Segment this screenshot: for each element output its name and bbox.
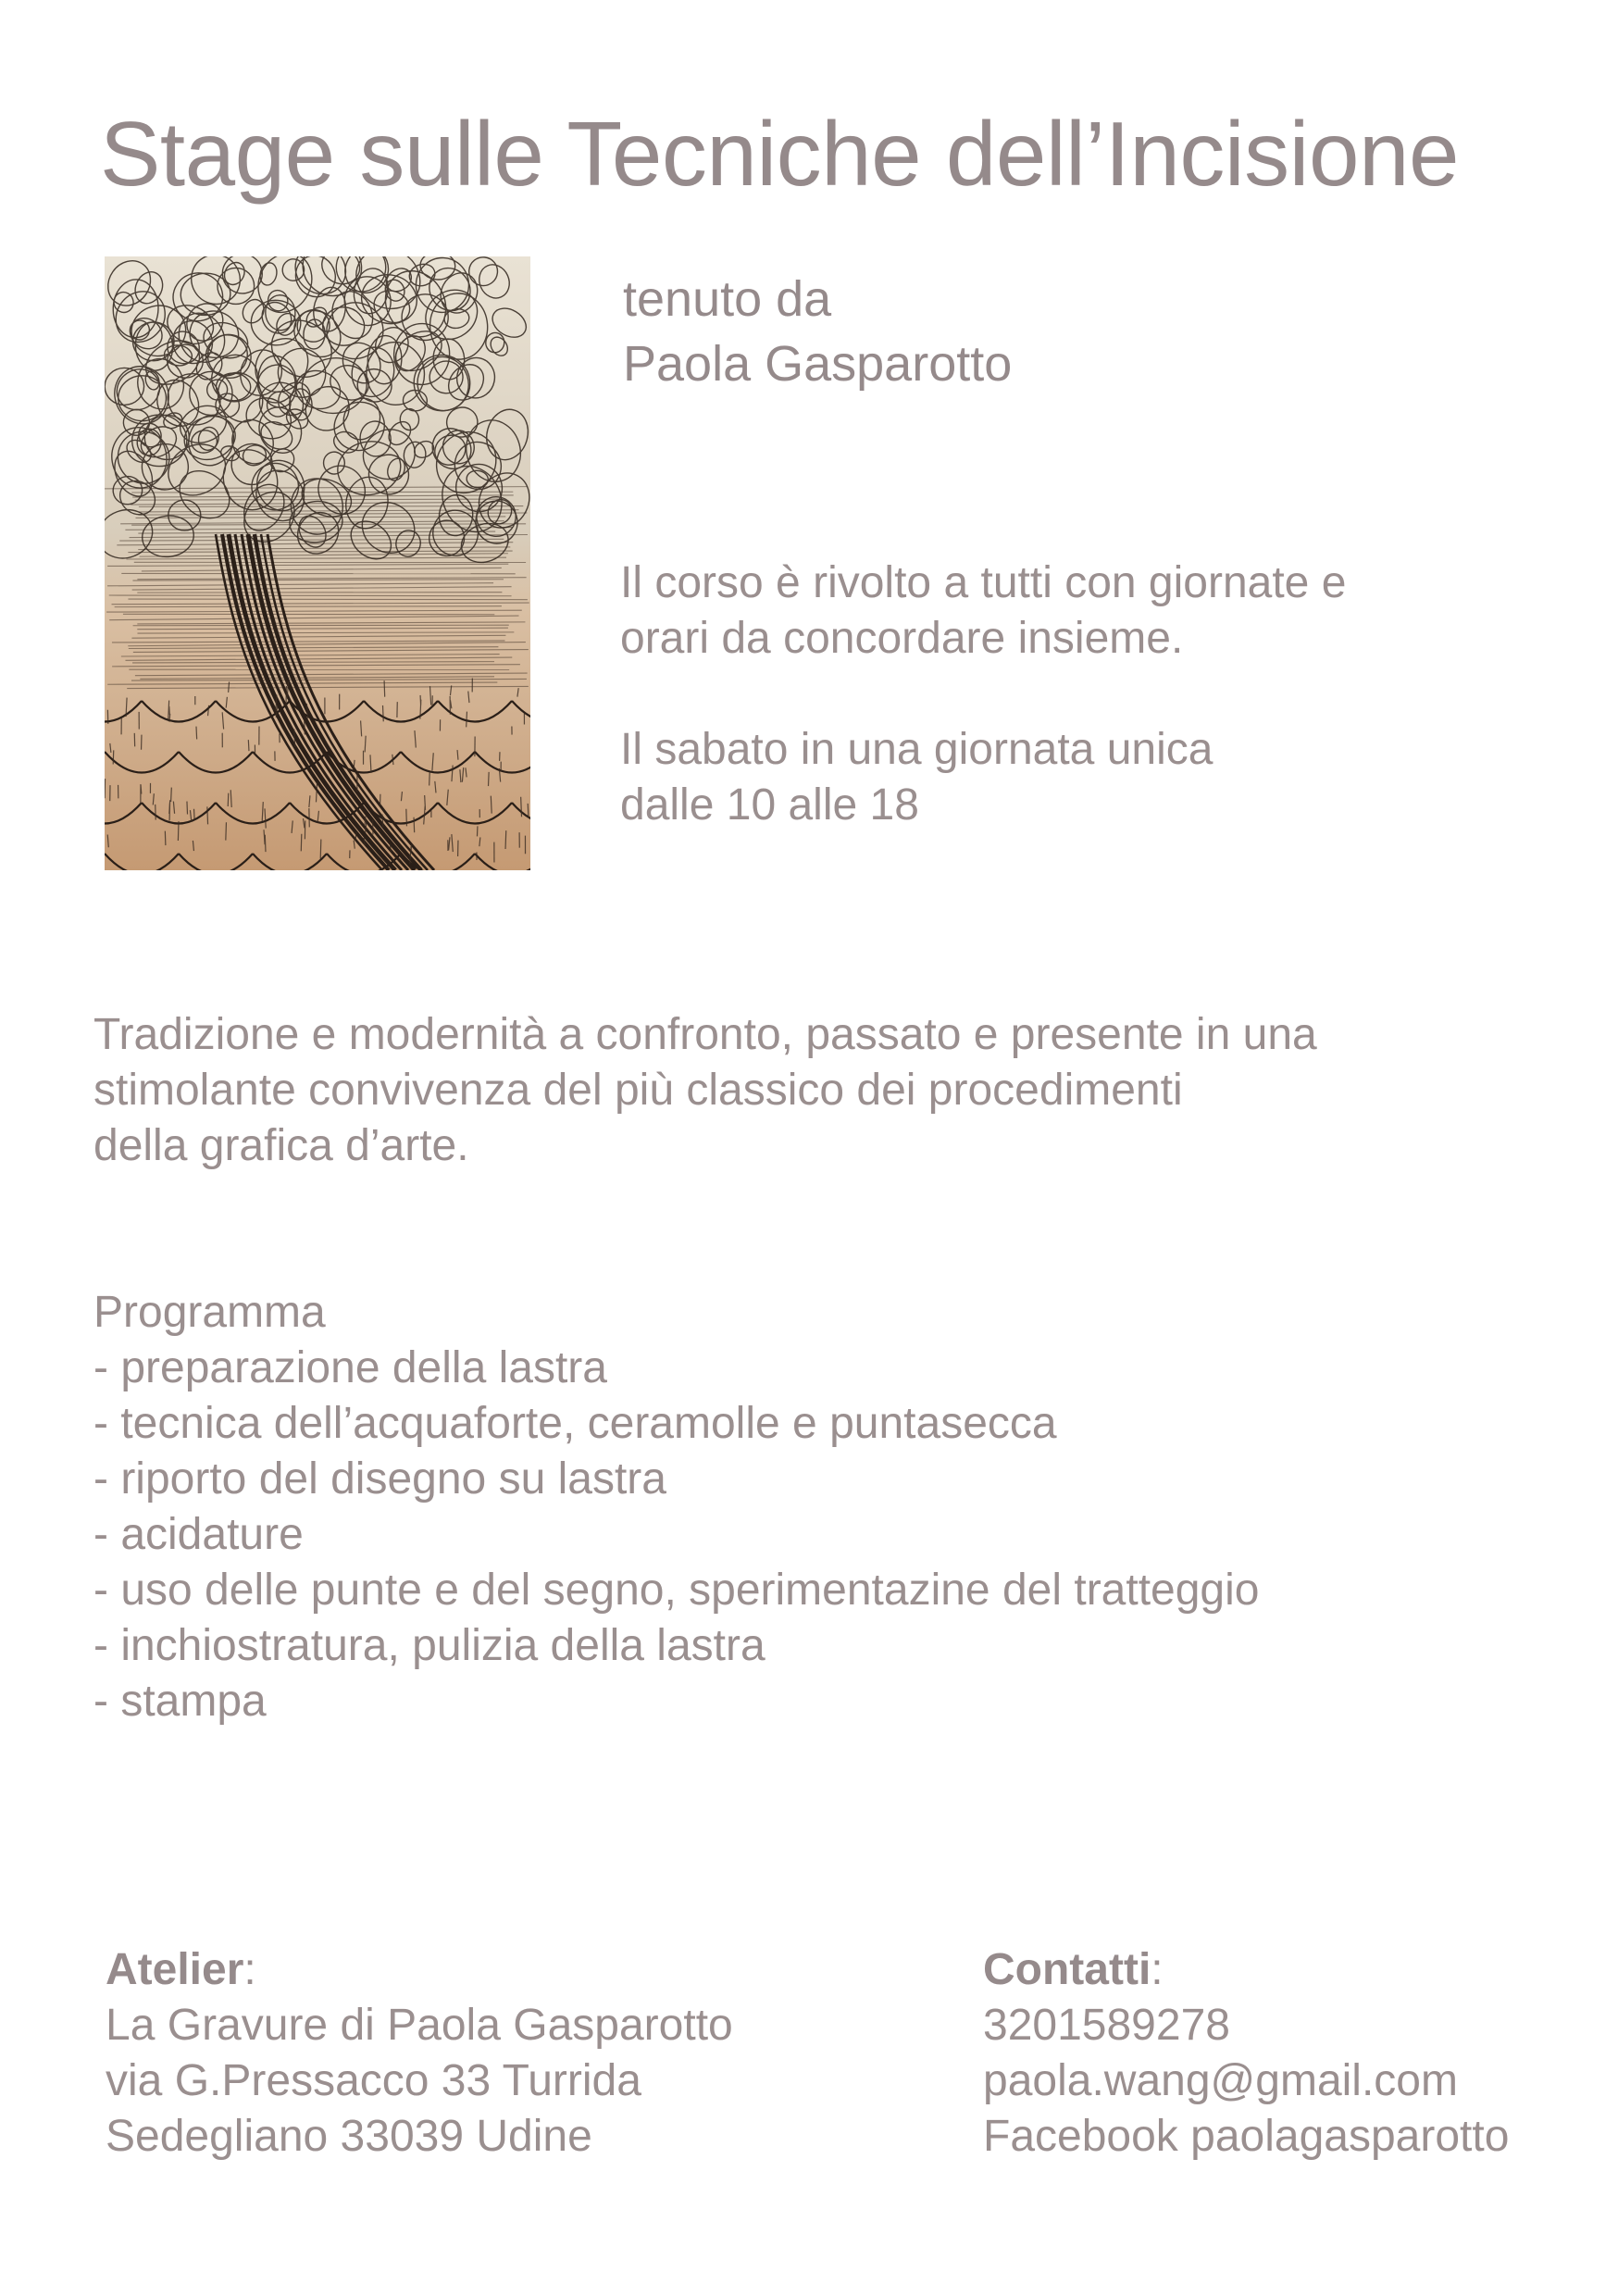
etching-artwork [105, 256, 530, 870]
program-item: - stampa [93, 1677, 267, 1726]
contact-phone: 3201589278 [983, 2001, 1230, 2050]
atelier-line: La Gravure di Paola Gasparotto [106, 2001, 733, 2050]
program-section [93, 1285, 1259, 1729]
schedule-info [620, 555, 1346, 889]
intro-line: della grafica d’arte. [93, 1121, 469, 1170]
etching-tree-icon [105, 256, 530, 870]
byline [623, 267, 1012, 396]
atelier-address [106, 1942, 733, 2165]
schedule-line: Il sabato in una giornata unica [620, 725, 1214, 774]
program-item: - preparazione della lastra [93, 1343, 607, 1392]
atelier-heading-colon: : [243, 1945, 256, 1994]
intro-line: stimolante convivenza del più classico dei procedimenti [93, 1066, 1183, 1115]
program-item: - riporto del disegno su lastra [93, 1454, 666, 1504]
contacts-heading [983, 1942, 1509, 1998]
contact-facebook: Facebook paolagasparotto [983, 2112, 1510, 2161]
byline-prefix: tenuto da [623, 271, 832, 327]
instructor-name: Paola Gasparotto [623, 336, 1013, 392]
contacts-block [983, 1942, 1509, 2165]
schedule-paragraph [620, 555, 1346, 667]
schedule-line: Il corso è rivolto a tutti con giornate e [620, 558, 1347, 607]
contact-email: paola.wang@gmail.com [983, 2056, 1458, 2105]
atelier-line: via G.Pressacco 33 Turrida [106, 2056, 641, 2105]
program-item: - acidature [93, 1510, 304, 1559]
page-title: Stage sulle Tecniche dell’Incisione [100, 103, 1459, 205]
schedule-line: dalle 10 alle 18 [620, 780, 919, 830]
program-item: - inchiostratura, pulizia della lastra [93, 1621, 765, 1670]
contacts-heading-colon: : [1151, 1945, 1164, 1994]
program-list [93, 1341, 1259, 1729]
atelier-line: Sedegliano 33039 Udine [106, 2112, 592, 2161]
schedule-line: orari da concordare insieme. [620, 614, 1184, 663]
intro-paragraph [93, 1007, 1317, 1174]
schedule-paragraph [620, 722, 1346, 833]
contacts-heading-label: Contatti [983, 1945, 1151, 1994]
program-heading: Programma [93, 1288, 326, 1337]
program-item: - tecnica dell’acquaforte, ceramolle e puntasecca [93, 1399, 1057, 1448]
atelier-heading-label: Atelier [106, 1945, 244, 1994]
intro-line: Tradizione e modernità a confronto, passato e presente in una [93, 1010, 1317, 1059]
atelier-heading [106, 1942, 733, 1998]
program-item: - uso delle punte e del segno, sperimentazine del tratteggio [93, 1566, 1260, 1615]
